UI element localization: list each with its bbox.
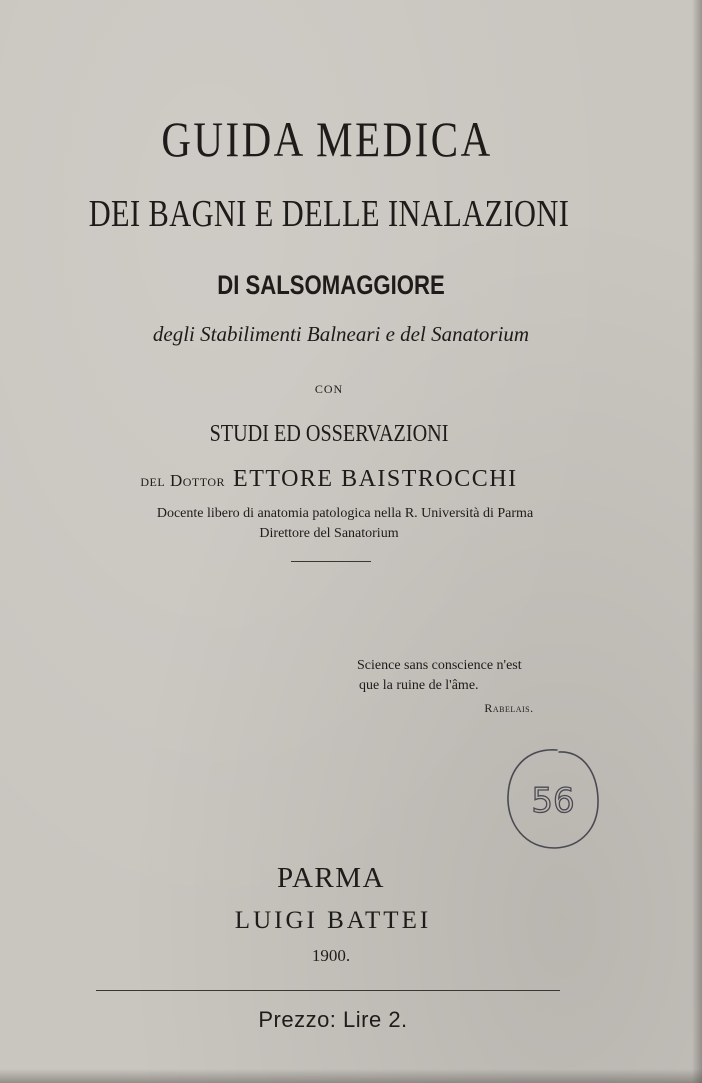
imprint-year: 1900. — [311, 946, 351, 965]
imprint-publisher: LUIGI BATTEI — [234, 907, 432, 934]
imprint-city: PARMA — [277, 862, 385, 894]
page-edge-shadow-right — [692, 0, 702, 1083]
epigraph-line-2: que la ruine de l'âme. — [359, 678, 479, 693]
handwritten-number-circle — [505, 744, 601, 852]
author-prefix: del Dottor — [140, 471, 226, 490]
cover-place: DI SALSOMAGGIORE — [217, 270, 445, 300]
short-divider — [291, 561, 371, 562]
cover-establishments: degli Stabilimenti Balneari e del Sanatorium — [152, 322, 530, 346]
author-name: ETTORE BAISTROCCHI — [233, 466, 518, 492]
handwritten-number-text: 56 — [531, 781, 575, 821]
cover-subtitle: DEI BAGNI E DELLE INALAZIONI — [88, 193, 570, 235]
cover-con: CON — [314, 382, 344, 396]
epigraph-line-1: Science sans conscience n'est — [357, 658, 522, 673]
author-title-direttore: Direttore del Sanatorium — [259, 526, 399, 541]
long-divider — [96, 990, 560, 991]
epigraph — [357, 656, 534, 718]
author-title-docente: Docente libero di anatomia patologica nella R. Università di Parma — [156, 506, 534, 521]
cover-price: Prezzo: Lire 2. — [258, 1007, 408, 1032]
cover-title: GUIDA MEDICA — [161, 111, 493, 167]
page-edge-shadow-bottom — [0, 1069, 702, 1083]
epigraph-attribution: Rabelais. — [484, 701, 534, 715]
author-line — [0, 466, 680, 493]
cover-studies: STUDI ED OSSERVAZIONI — [209, 421, 449, 447]
